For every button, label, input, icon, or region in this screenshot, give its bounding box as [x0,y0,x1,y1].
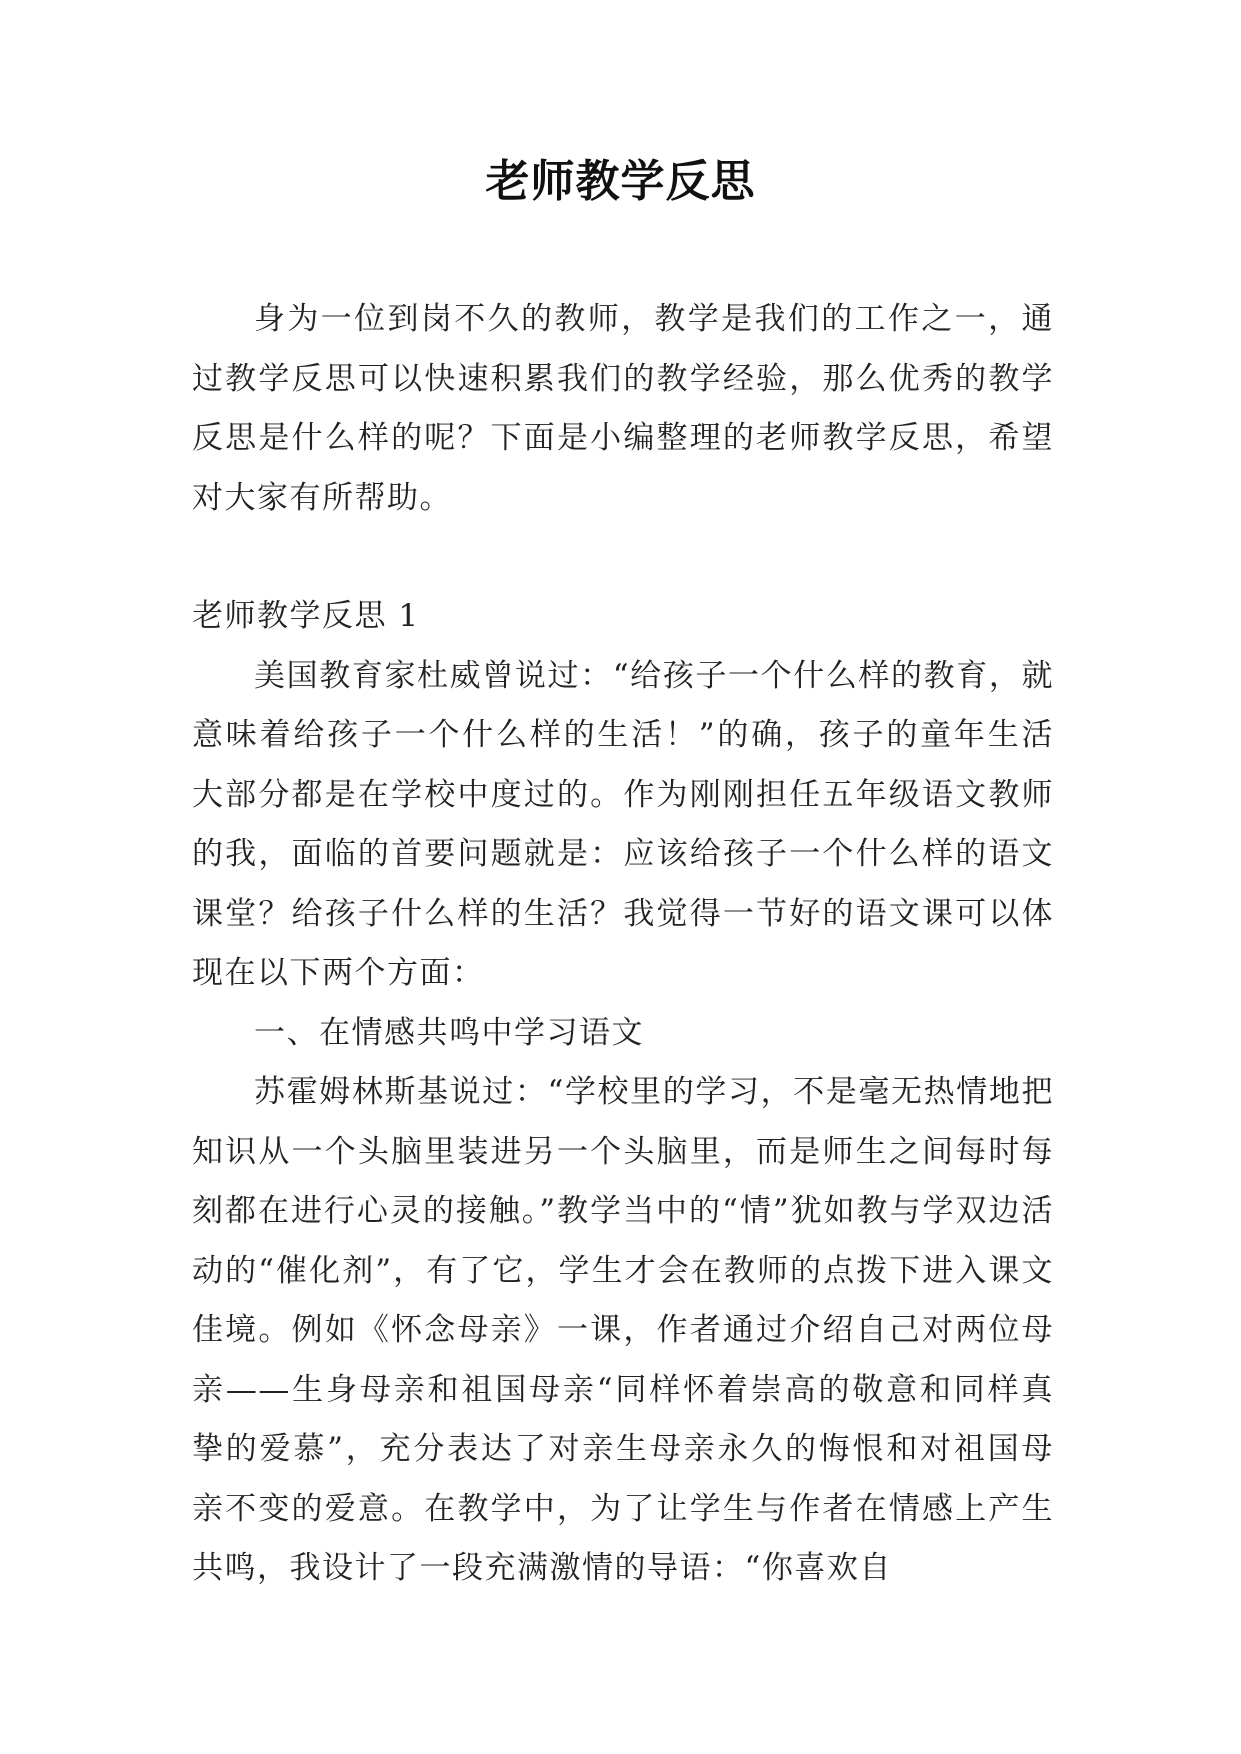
intro-paragraph: 身为一位到岗不久的教师，教学是我们的工作之一，通过教学反思可以快速积累我们的教学经验，那么优秀的教学反思是什么样的呢？下面是小编整理的老师教学反思，希望对大家有所帮助。 [192,301,1054,516]
body-paragraph: 美国教育家杜威曾说过：“给孩子一个什么样的教育，就意味着给孩子一个什么样的生活！”的确，孩子的童年生活大部分都是在学校中度过的。作为刚刚担任五年级语文教师的我，面临的首要问题就是：应该给孩子一个什么样的语文课堂？给孩子什么样的生活？我觉得一节好的语文课可以体现在以下两个方面： [192,657,1054,991]
body-paragraph: 苏霍姆林斯基说过：“学校里的学习，不是毫无热情地把知识从一个头脑里装进另一个头脑里，而是师生之间每时每刻都在进行心灵的接触。”教学当中的“情”犹如教与学双边活动的“催化剂”，有了它，学生才会在教师的点拨下进入课文佳境。例如《怀念母亲》一课，作者通过介绍自己对两位母亲——生身母亲和祖国母亲“同样怀着崇高的敬意和同样真挚的爱慕”，充分表达了对亲生母亲永久的悔恨和对祖国母亲不变的爱意。在教学中，为了让学生与作者在情感上产生共鸣，我设计了一段充满激情的导语：“你喜欢自 [192,1074,1054,1586]
subheading: 一、在情感共鸣中学习语文 [254,1014,644,1051]
document-title: 老师教学反思 [485,156,756,207]
document-body [192,290,1054,1599]
section-heading: 老师教学反思 1 [192,598,420,634]
